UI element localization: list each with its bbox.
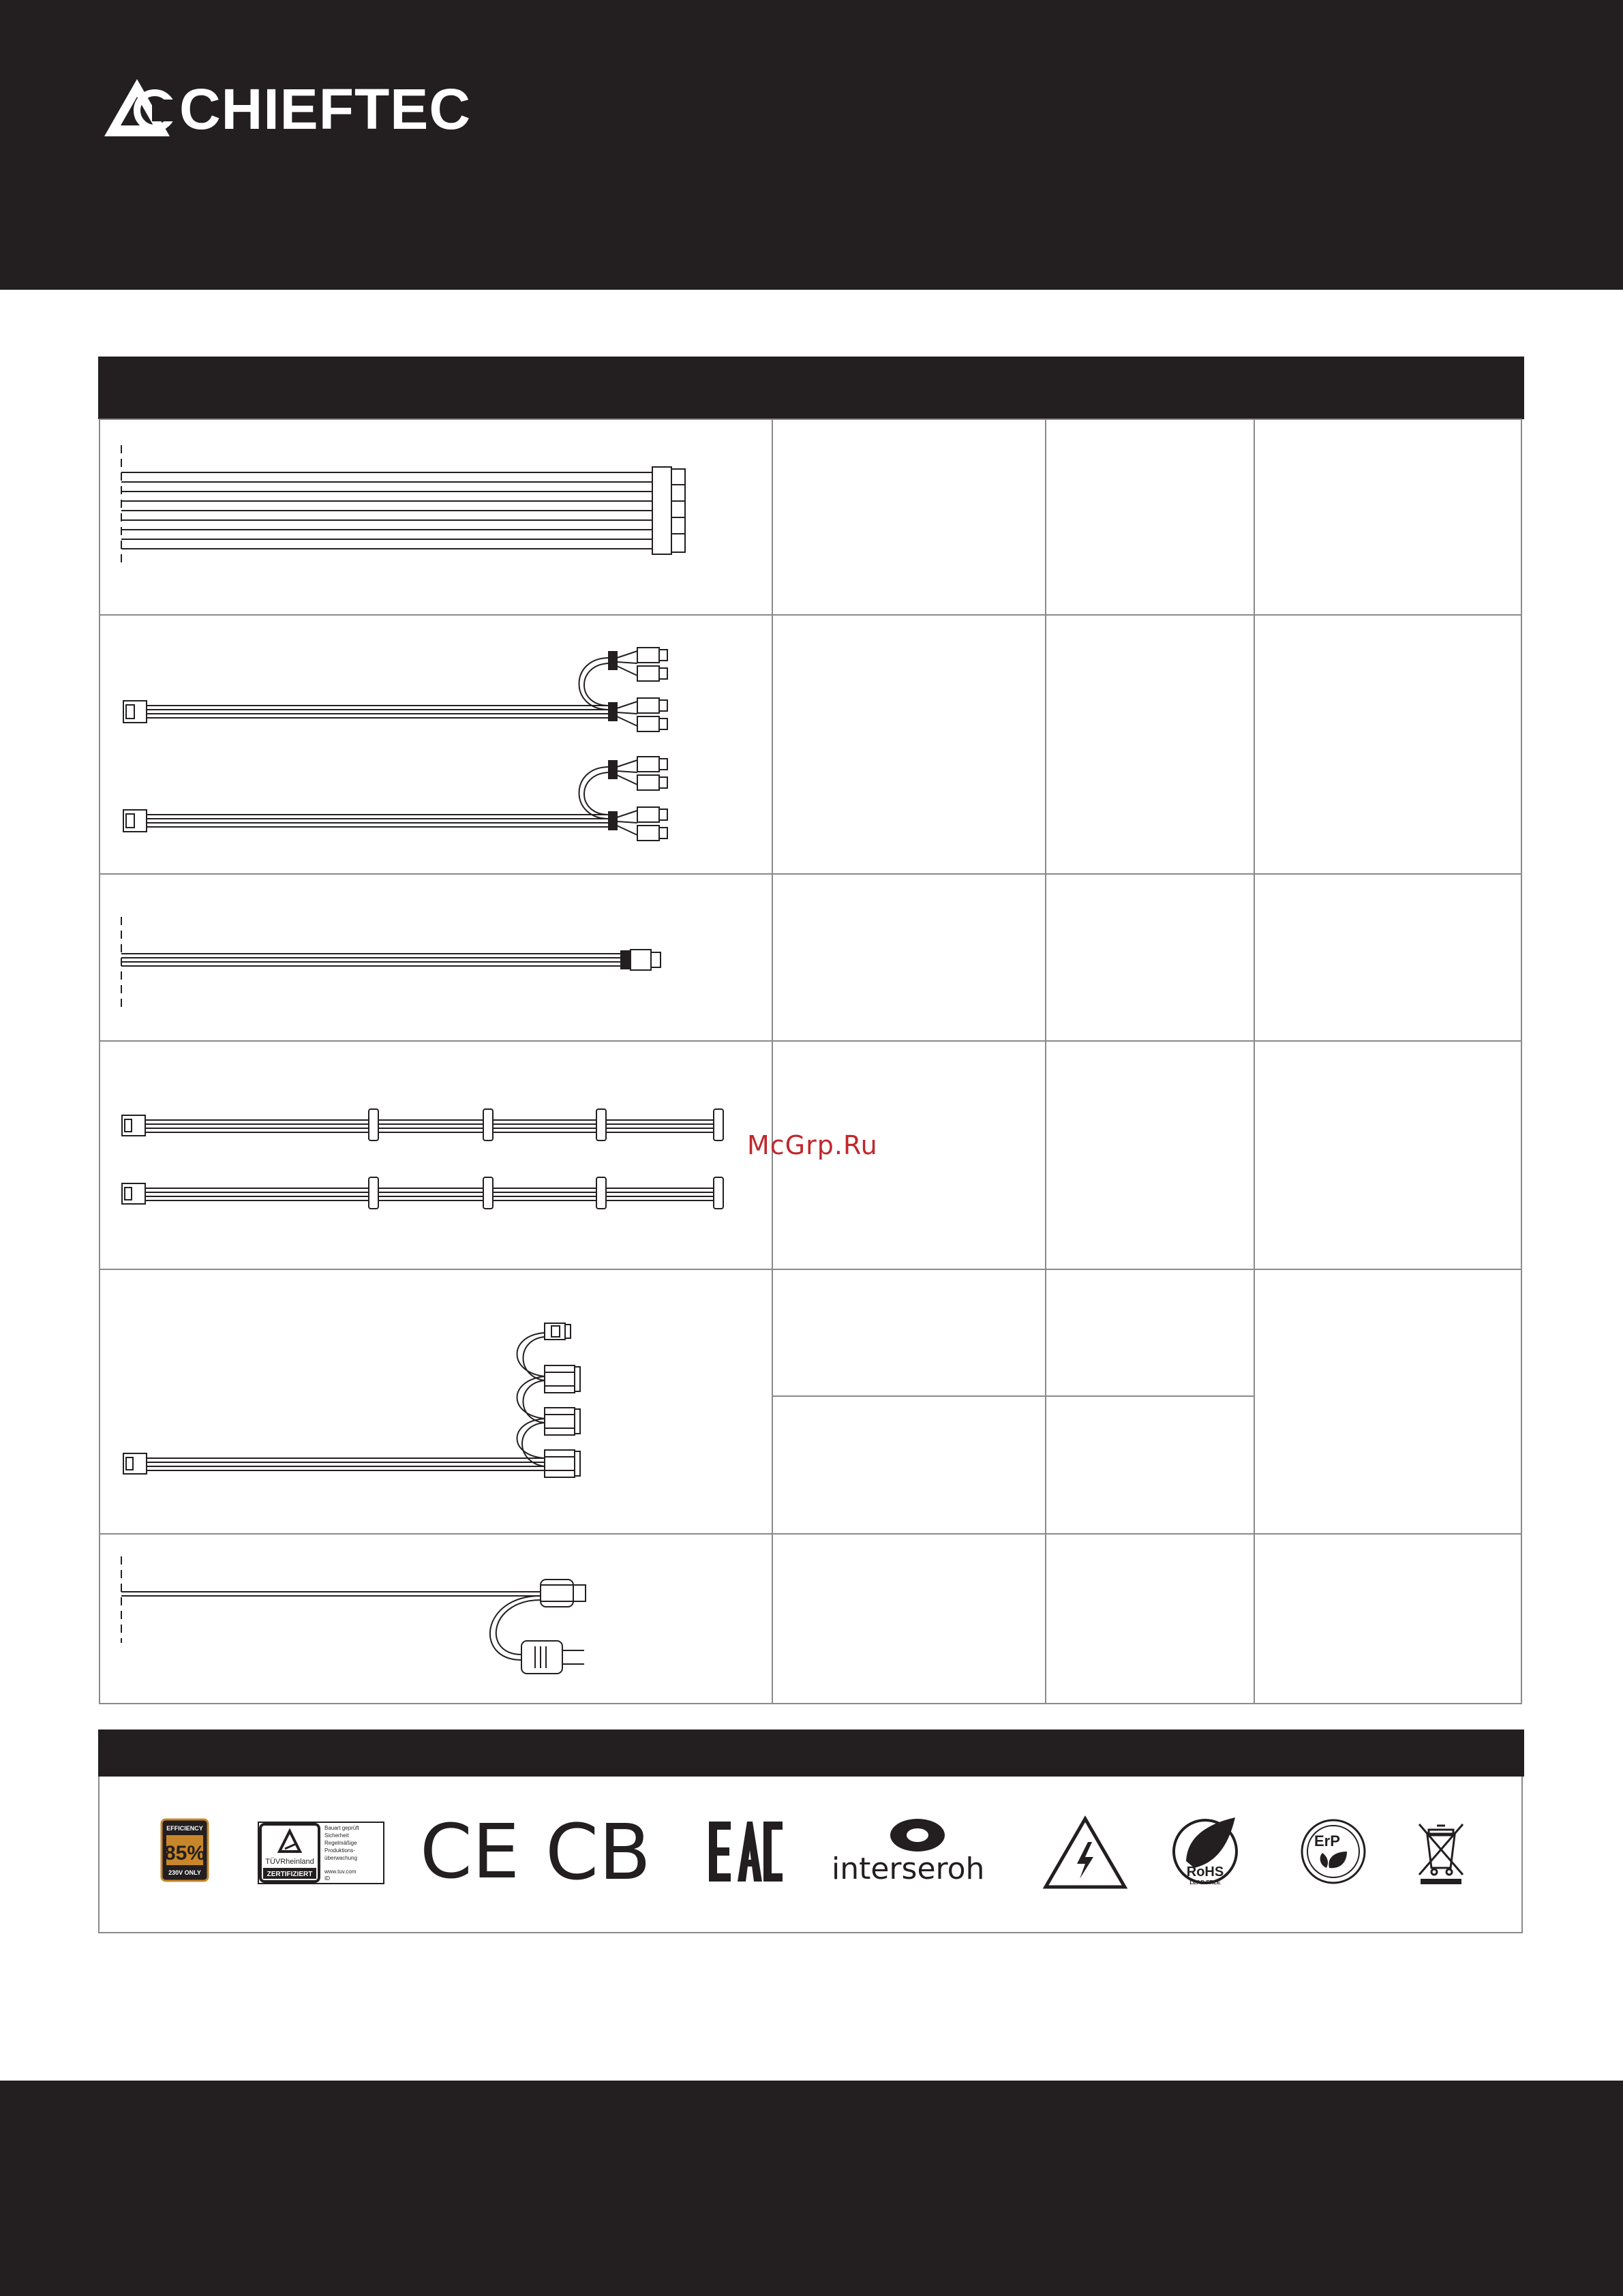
cable-spec-table: [99, 419, 1522, 1705]
header-band: [0, 0, 1623, 290]
eac-icon: [708, 1820, 784, 1883]
tuv-stamp: ZERTIFIZIERT: [267, 1871, 313, 1878]
eac-mark: [708, 1820, 784, 1883]
tuv-id-label: ID: [324, 1875, 330, 1882]
tuv-rheinland-mark: [258, 1822, 384, 1884]
table-header-bar: [98, 357, 1524, 419]
efficiency-top-label: EFFICIENCY: [166, 1825, 203, 1832]
erp-leaf-icon: [1329, 1852, 1347, 1868]
certification-strip: [98, 1777, 1523, 1933]
ce-mark: [420, 1808, 520, 1895]
cable-row-cpu-8pin-split: [123, 648, 667, 841]
cert-header-bar: [98, 1729, 1524, 1777]
rohs-sub: LEAD FREE: [1189, 1879, 1221, 1886]
cable-row-atx-24pin: [121, 445, 685, 566]
high-voltage-warning: [1043, 1816, 1127, 1890]
tuv-line-3: Regelmäßige: [324, 1840, 357, 1846]
cable-row-molex-floppy-chain: [123, 1323, 580, 1477]
efficiency-85-badge: [161, 1819, 209, 1882]
footer-band: [0, 2081, 1623, 2296]
cable-row-sata-chains: [122, 1109, 723, 1209]
weee-bin-mark: [1415, 1820, 1467, 1886]
crossed-bin-icon: [1415, 1820, 1467, 1886]
interseroh-text: interseroh: [832, 1852, 985, 1886]
table-grid: [100, 419, 1521, 1704]
brand-logo: [104, 76, 471, 141]
efficiency-bottom-label: 230V ONLY: [168, 1869, 201, 1876]
efficiency-value: 85%: [164, 1842, 206, 1864]
cb-text: CB: [545, 1809, 652, 1897]
tuv-line-1: Bauart geprüft: [324, 1825, 359, 1831]
interseroh-mark: [830, 1817, 1005, 1886]
tuv-url: www.tuv.com: [324, 1869, 357, 1875]
high-voltage-icon: [1043, 1816, 1127, 1890]
tuv-line-4: Produktions-: [324, 1847, 355, 1854]
chieftec-triangle-icon: [104, 76, 179, 139]
erp-text: ErP: [1314, 1832, 1340, 1849]
erp-mark: [1299, 1817, 1370, 1886]
cb-mark: [545, 1809, 668, 1897]
cable-row-molex-fan: [121, 1556, 586, 1674]
ce-text: CE: [420, 1808, 520, 1895]
brand-wordmark: CHIEFTEC: [179, 77, 471, 141]
tuv-brand: TÜVRheinland: [265, 1858, 314, 1866]
leaf-icon: [1186, 1817, 1235, 1868]
tuv-line-5: überwachung: [324, 1855, 358, 1861]
rohs-lead-free-mark: [1171, 1813, 1242, 1887]
cable-row-pcie-single: [121, 917, 661, 1009]
rohs-text: RoHS: [1186, 1864, 1224, 1879]
tuv-line-2: Sicherheit: [324, 1832, 349, 1839]
watermark-text: McGrp.Ru: [747, 1130, 878, 1160]
